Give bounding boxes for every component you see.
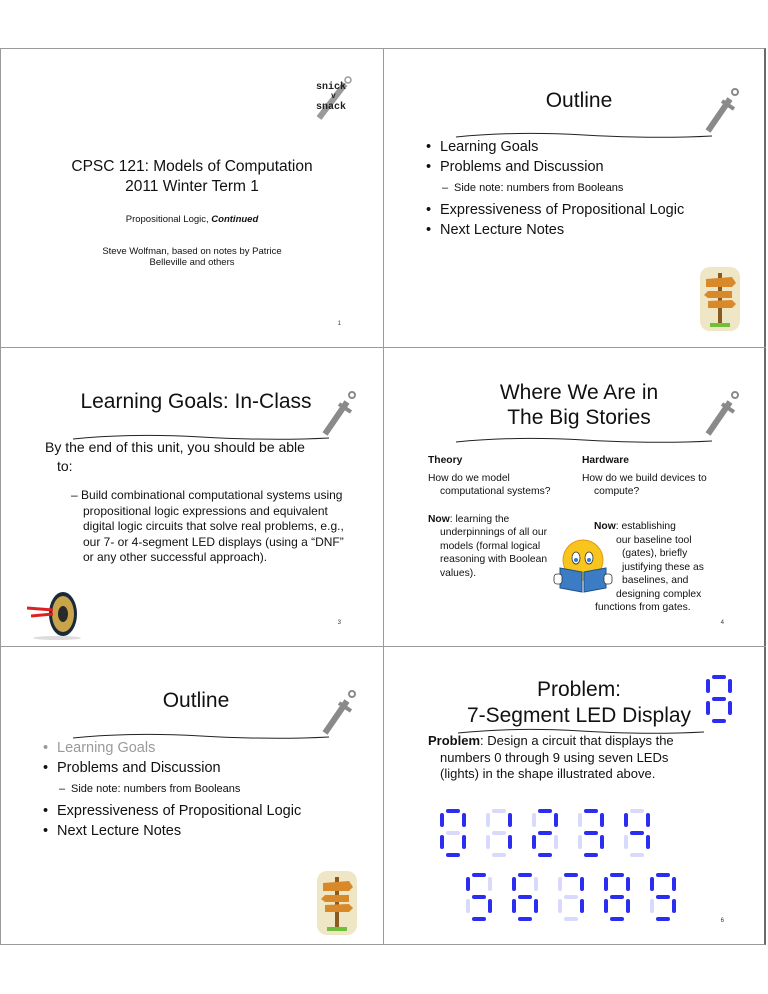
outline-item: • Next Lecture Notes [41, 821, 301, 841]
title-line1: Problem: [536, 678, 622, 701]
led-digit-0 [440, 809, 466, 857]
led-segment-d [446, 853, 460, 857]
led-segment-c [672, 899, 676, 913]
title-underline [454, 436, 714, 444]
led-segment-f [532, 813, 536, 827]
led-segment-e [512, 899, 516, 913]
title-line2: 7-Segment LED Display [466, 704, 692, 727]
sword-icon [702, 390, 742, 438]
slide-title: Outline [545, 89, 613, 112]
led-segment-e [558, 899, 562, 913]
led-segment-d [630, 853, 644, 857]
hardware-now-line: : establishing [615, 521, 676, 532]
problem-line: (lights) in the shape illustrated above. [440, 766, 656, 781]
led-segment-e [624, 835, 628, 849]
title-line1: Where We Are in [499, 381, 659, 404]
logo-word-snick: snick [316, 82, 347, 93]
led-segment-g [472, 895, 486, 899]
logo-word-v: v [331, 92, 336, 101]
outline-item: • Problems and Discussion [41, 758, 301, 778]
led-digit-4 [624, 809, 650, 857]
led-digit-7 [558, 873, 584, 921]
problem-statement [428, 733, 718, 783]
led-segment-a [610, 873, 624, 877]
page-number: 3 [337, 620, 341, 626]
led-segment-f [486, 813, 490, 827]
author-credit [1, 246, 383, 268]
led-segment-g [584, 831, 598, 835]
slide-title [444, 380, 714, 430]
theory-now-label: Now [428, 513, 450, 525]
hardware-now-line: baselines, and [622, 575, 689, 586]
led-segment-g [492, 831, 506, 835]
theory-now-text: : learning the underpinnings of all our models (formal logical reasoning with Boolean values). [440, 513, 548, 579]
led-segment-b [626, 877, 630, 891]
outline-item: • Next Lecture Notes [424, 220, 684, 240]
led-segment-c [600, 835, 604, 849]
slide-5 [1, 647, 383, 944]
course-title [1, 157, 383, 197]
led-segment-f [466, 877, 470, 891]
slide-title: Learning Goals: In-Class [80, 390, 312, 413]
led-segment-e [440, 835, 444, 849]
led-segment-b [646, 813, 650, 827]
hardware-now-line: our baseline tool [616, 534, 692, 546]
author-line2: Belleville and others [149, 257, 235, 268]
led-segment-c [580, 899, 584, 913]
led-segment-f [650, 877, 654, 891]
led-digit-2 [532, 809, 558, 857]
led-segment-c [554, 835, 558, 849]
led-segment-b [728, 679, 732, 693]
title-line2: The Big Stories [507, 406, 651, 429]
led-segment-c [508, 835, 512, 849]
slide-title [444, 677, 714, 729]
led-digits-row-0-4 [440, 809, 650, 857]
led-segment-d [564, 917, 578, 921]
subtitle-text: Propositional Logic, [125, 214, 212, 225]
led-segment-f [706, 679, 710, 693]
led-segment-g [518, 895, 532, 899]
hardware-question: How do we build devices to compute? [582, 472, 707, 497]
led-segment-e [532, 835, 536, 849]
led-segment-c [488, 899, 492, 913]
outline-subitem: – Side note: numbers from Booleans [41, 779, 301, 799]
hardware-now-label: Now [594, 521, 616, 532]
led-segment-a [472, 873, 486, 877]
slide-4 [384, 348, 766, 646]
led-segment-b [534, 877, 538, 891]
problem-line: : Design a circuit that displays the [480, 733, 674, 748]
logo-word-snack: snack [316, 102, 347, 113]
dartboard-icon [23, 586, 85, 642]
theory-column [428, 454, 568, 580]
led-segment-a [518, 873, 532, 877]
led-segment-f [512, 877, 516, 891]
problem-line: numbers 0 through 9 using seven LEDs [440, 749, 669, 765]
slide-3 [1, 348, 383, 646]
learning-goal-lead [45, 438, 345, 476]
slide-1 [1, 49, 383, 347]
lead-line1: By the end of this unit, you should be able [45, 439, 305, 455]
led-segment-b [554, 813, 558, 827]
led-segment-e [578, 835, 582, 849]
sword-icon [702, 87, 742, 135]
led-segment-c [646, 835, 650, 849]
theory-question: How do we model computational systems? [428, 472, 551, 497]
reading-smiley-icon [552, 538, 614, 594]
led-segment-g [610, 895, 624, 899]
snick-snack-logo [311, 76, 355, 122]
outline-list [424, 137, 684, 240]
led-segment-a [538, 809, 552, 813]
led-segment-d [472, 917, 486, 921]
subtitle-emphasis: Continued [211, 214, 259, 225]
led-segment-f [578, 813, 582, 827]
led-segment-e [706, 701, 710, 715]
led-segment-f [440, 813, 444, 827]
hardware-column [582, 454, 732, 499]
theory-heading: Theory [428, 455, 463, 466]
page-number: 6 [720, 918, 724, 924]
led-segment-f [604, 877, 608, 891]
led-digit-1 [486, 809, 512, 857]
course-title-line2: 2011 Winter Term 1 [125, 178, 259, 195]
page-number: 4 [720, 620, 724, 626]
led-segment-b [672, 877, 676, 891]
lecture-subtitle [1, 214, 383, 225]
led-segment-e [604, 899, 608, 913]
led-segment-c [534, 899, 538, 913]
led-segment-a [656, 873, 670, 877]
led-segment-f [624, 813, 628, 827]
led-digit-6 [512, 873, 538, 921]
led-segment-g [630, 831, 644, 835]
led-segment-f [558, 877, 562, 891]
problem-label: Problem [428, 733, 481, 748]
led-segment-g [446, 831, 460, 835]
led-segment-c [626, 899, 630, 913]
slide-title: Outline [162, 689, 230, 712]
signpost-icon [315, 869, 359, 937]
led-digit-3 [578, 809, 604, 857]
led-segment-a [630, 809, 644, 813]
hardware-now-line: (gates), briefly [622, 548, 688, 559]
led-digit-8 [706, 675, 732, 723]
led-digit-8 [604, 873, 630, 921]
led-digit-9 [650, 873, 676, 921]
led-segment-a [584, 809, 598, 813]
led-segment-c [728, 701, 732, 715]
author-line1: Steve Wolfman, based on notes by Patrice [102, 246, 282, 257]
led-segment-d [656, 917, 670, 921]
signpost-icon [698, 265, 742, 333]
outline-item: • Learning Goals [424, 137, 684, 157]
led-segment-d [492, 853, 506, 857]
led-segment-b [600, 813, 604, 827]
led-segment-g [712, 697, 726, 701]
led-segment-d [610, 917, 624, 921]
led-segment-a [712, 675, 726, 679]
learning-goal-item: – Build combinational computational systems using propositional logic expressions and equivalent digital logic circuits that solve real problems, e.g., our 7- or 4-segment LED displays (using a “DNF” or any other successful approach). [71, 488, 344, 564]
led-segment-c [462, 835, 466, 849]
led-segment-e [650, 899, 654, 913]
led-segment-a [446, 809, 460, 813]
led-segment-b [580, 877, 584, 891]
seven-segment-icon [706, 675, 732, 723]
led-segment-b [462, 813, 466, 827]
sword-icon [319, 390, 359, 438]
led-segment-d [518, 917, 532, 921]
led-segment-d [584, 853, 598, 857]
led-digits-row-5-9 [466, 873, 676, 921]
outline-item: • Expressiveness of Propositional Logic [41, 801, 301, 821]
hardware-now-line: justifying these as [622, 561, 704, 573]
hardware-now-line: functions from gates. [595, 602, 691, 613]
hardware-now-line: designing complex [616, 588, 702, 600]
led-digit-5 [466, 873, 492, 921]
led-segment-a [492, 809, 506, 813]
led-segment-b [488, 877, 492, 891]
led-segment-e [466, 899, 470, 913]
led-segment-a [564, 873, 578, 877]
outline-subitem: – Side note: numbers from Booleans [424, 178, 684, 198]
outline-list [41, 738, 301, 841]
led-segment-d [538, 853, 552, 857]
outline-item-dimmed: • Learning Goals [41, 738, 301, 758]
lead-line2: to: [57, 458, 73, 474]
page-number: 1 [337, 321, 341, 327]
led-segment-g [564, 895, 578, 899]
led-segment-g [538, 831, 552, 835]
hardware-heading: Hardware [582, 455, 629, 466]
sword-icon [319, 689, 359, 737]
course-title-line1: CPSC 121: Models of Computation [71, 158, 313, 175]
slide-2 [384, 49, 766, 347]
led-segment-e [486, 835, 490, 849]
slide-6 [384, 647, 766, 944]
led-segment-g [656, 895, 670, 899]
outline-item: • Problems and Discussion [424, 157, 684, 177]
goal-text: Build combinational computational systems using propositional logic expressions and equivalent digital logic circuits that solve real problems, e.g., our 7- or 4-segment LED displays (using a “DNF” or any other successful approach). [81, 488, 344, 564]
led-segment-b [508, 813, 512, 827]
outline-item: • Expressiveness of Propositional Logic [424, 200, 684, 220]
led-segment-d [712, 719, 726, 723]
